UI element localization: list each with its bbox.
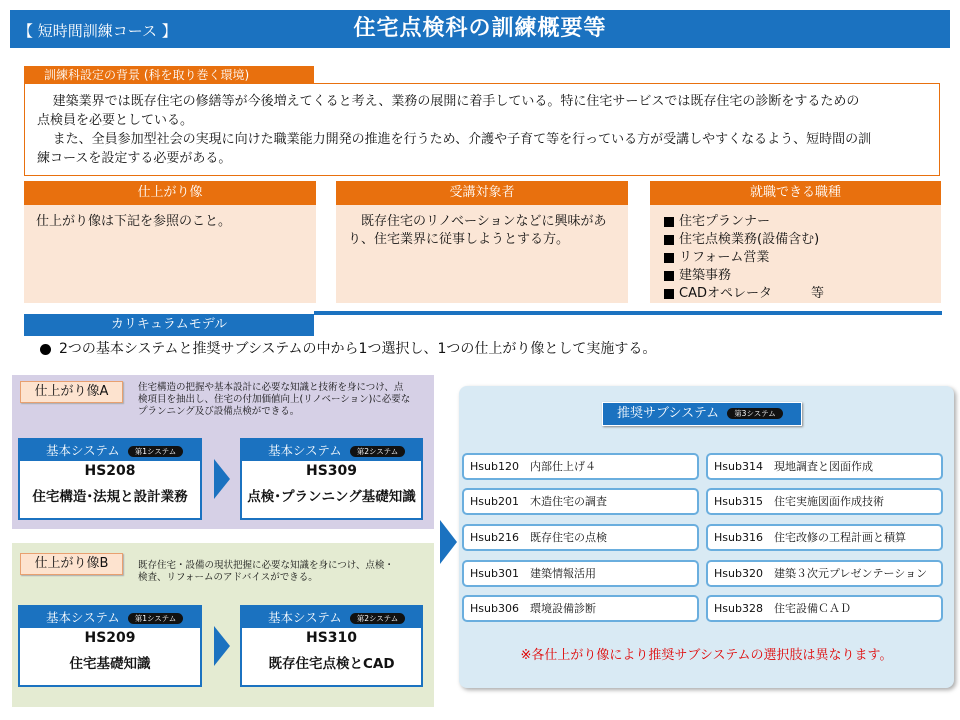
- system-badge: 第2システム: [350, 446, 406, 457]
- system-badge: 第1システム: [128, 446, 184, 457]
- subsystem-item: Hsub315 住宅実施図面作成技術: [706, 488, 943, 515]
- page-title: 住宅点検科の訓練概要等: [353, 16, 607, 41]
- system-code: HS208: [84, 463, 136, 479]
- job-item: リフォーム営業: [664, 249, 929, 267]
- completion-text: 仕上がり像は下記を参照のこと。: [36, 214, 232, 229]
- subsystem-item: Hsub320 建築３次元プレゼンテーション: [706, 560, 943, 587]
- square-bullet-icon: [664, 289, 674, 299]
- image-a-desc-line1: 住宅構造の把握や基本設計に必要な知識と技術を身につけ、点: [138, 382, 404, 393]
- system-head: 基本システム 第1システム: [20, 607, 200, 628]
- target-text-line1: 既存住宅のリノベーションなどに興味があ: [361, 214, 607, 229]
- recommended-title: 推奨サブシステム 第3システム: [602, 402, 802, 426]
- background-para1-line2: 点検員を必要としている。: [37, 113, 194, 128]
- course-tag: 【 短時間訓練コース 】: [18, 22, 177, 40]
- subsystem-item: Hsub328 住宅設備ＣＡＤ: [706, 595, 943, 622]
- curriculum-rule: [314, 311, 942, 315]
- job-item: CADオペレータ 等: [664, 285, 929, 303]
- bullet-dot-icon: [40, 344, 51, 355]
- system-head: 基本システム 第1システム: [20, 440, 200, 461]
- image-b-desc-line2: 検査、リフォームのアドバイスができる。: [138, 572, 318, 583]
- target-header: 受講対象者: [336, 181, 628, 205]
- image-a-system1: [18, 438, 202, 520]
- system-badge: 第1システム: [128, 613, 184, 624]
- image-b-description: [138, 560, 434, 584]
- background-para2-line2: 練コースを設定する必要がある。: [37, 151, 232, 166]
- system-head: 基本システム 第2システム: [242, 607, 421, 628]
- target-text-line2: り、住宅業界に従事しようとする方。: [348, 232, 570, 247]
- system-code: HS209: [84, 630, 136, 646]
- curriculum-note: [40, 339, 656, 359]
- job-item: 住宅プランナー: [664, 213, 929, 231]
- subsystem-item: Hsub201 木造住宅の調査: [462, 488, 699, 515]
- jobs-body: [650, 205, 941, 303]
- arrow-right-icon: [214, 626, 230, 666]
- arrow-right-icon: [440, 520, 457, 564]
- subsystem-item: Hsub316 住宅改修の工程計画と積算: [706, 524, 943, 551]
- system-name: 点検･プランニング基礎知識: [247, 489, 416, 505]
- system-name: 既存住宅点検とCAD: [268, 656, 395, 672]
- recommended-note: ※各仕上がり像により推奨サブシステムの選択肢は異なります。: [520, 648, 893, 663]
- square-bullet-icon: [664, 235, 674, 245]
- system-name: 住宅基礎知識: [69, 656, 151, 672]
- image-b-system1: [18, 605, 202, 687]
- background-label: 訓練科設定の背景 (科を取り巻く環境): [24, 66, 314, 84]
- background-box: [24, 83, 940, 176]
- system-badge: 第2システム: [350, 613, 406, 624]
- job-item: 建築事務: [664, 267, 929, 285]
- square-bullet-icon: [664, 271, 674, 281]
- background-para1-line1: 建築業界では既存住宅の修繕等が今後増えてくると考え、業務の展開に着手している。特に住宅サービスでは既存住宅の診断をするための: [52, 94, 860, 109]
- jobs-header: 就職できる職種: [650, 181, 941, 205]
- image-a-description: [138, 382, 434, 418]
- system-name: 住宅構造･法規と設計業務: [32, 489, 188, 505]
- subsystem-item: Hsub120 内部仕上げ４: [462, 453, 699, 480]
- recommended-badge: 第3システム: [727, 408, 783, 419]
- image-a-desc-line2: 検項目を抽出し、住宅の付加価値向上(リノベーション)に必要な: [138, 394, 411, 405]
- system-head: 基本システム 第2システム: [242, 440, 421, 461]
- subsystem-item: Hsub301 建築情報活用: [462, 560, 699, 587]
- image-a-tag: 仕上がり像A: [20, 381, 123, 403]
- background-para2-line1: また、全員参加型社会の実現に向けた職業能力開発の推進を行うため、介護や子育て等を行っている方が受講しやすくなるよう、短時間の訓: [52, 132, 872, 147]
- job-item: 住宅点検業務(設備含む): [664, 231, 929, 249]
- subsystem-item: Hsub314 現地調査と図面作成: [706, 453, 943, 480]
- arrow-right-icon: [214, 459, 230, 499]
- system-code: HS310: [305, 630, 358, 646]
- subsystem-item: Hsub216 既存住宅の点検: [462, 524, 699, 551]
- target-body: [336, 205, 628, 303]
- curriculum-label: カリキュラムモデル: [24, 314, 314, 336]
- completion-body: [24, 205, 316, 303]
- image-a-desc-line3: プランニング及び設備点検ができる。: [138, 406, 300, 417]
- completion-header: 仕上がり像: [24, 181, 316, 205]
- curriculum-note-text: 2つの基本システムと推奨サブシステムの中から1つ選択し、1つの仕上がり像として実施する。: [59, 341, 657, 357]
- image-b-system2: [240, 605, 423, 687]
- image-b-desc-line1: 既存住宅・設備の現状把握に必要な知識を身につけ、点検・: [138, 560, 394, 571]
- subsystem-item: Hsub306 環境設備診断: [462, 595, 699, 622]
- square-bullet-icon: [664, 217, 674, 227]
- system-code: HS309: [305, 463, 358, 479]
- image-b-tag: 仕上がり像B: [20, 553, 123, 575]
- square-bullet-icon: [664, 253, 674, 263]
- image-a-system2: [240, 438, 423, 520]
